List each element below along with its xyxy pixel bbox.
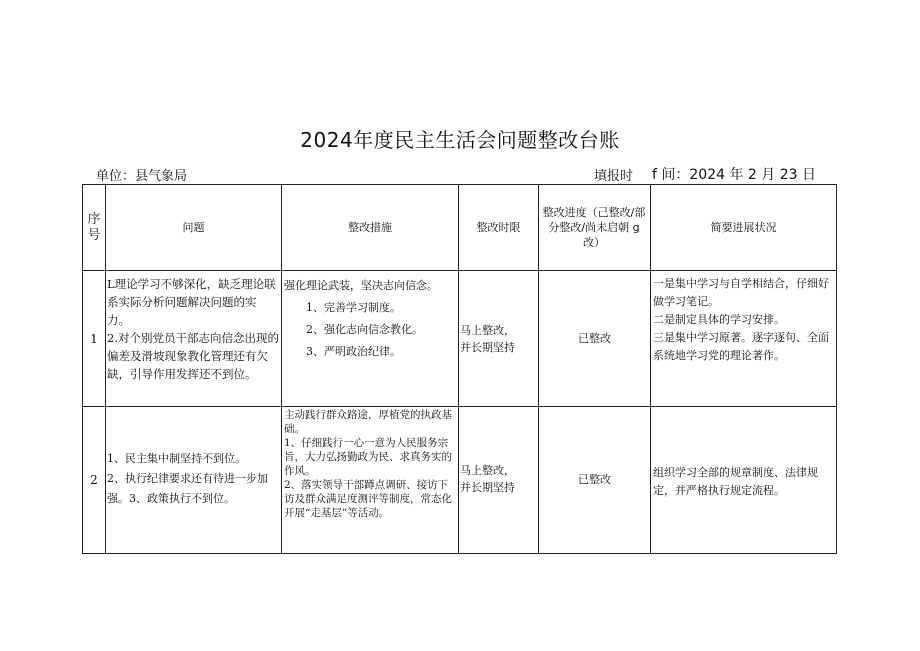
- row2-progress: 已整改: [578, 473, 611, 486]
- table-rule-header: [82, 270, 837, 271]
- fill-time-label: 填报时: [594, 169, 634, 184]
- row2-measures: 主动践行群众路途，厚植党的执政基础。 1、仔细践行一心一意为人民服务宗旨，大力弘扬勤政为民、求真务实的作风。 2、落实领导干部蹲点调研、接访下访及群众满足度测评等制度，常态化开展“走基层”等活动。: [284, 409, 452, 519]
- row1-seq: 1: [90, 331, 98, 346]
- fill-date: f 间：2024 年 2 月 23 日: [652, 167, 816, 183]
- row1-measures: 强化理论武装，坚决志向信念。 1、完善学习制度。 2、强化志向信念教化。 3、严明政治纪律。: [284, 279, 438, 358]
- row1-progress: 已整改: [578, 331, 611, 345]
- row1-problem: L理论学习不够深化，缺乏理论联系实际分析问题解决问题的实力。 2.对个别党员干部志向信念出现的偏差及滑坡现象教化管理还有欠缺，引导作用发挥还不到位。: [107, 277, 279, 381]
- unit-label: 单位：县气象局: [96, 169, 188, 184]
- header-seq: 序号: [87, 211, 101, 243]
- row2-deadline: 马上整改， 并长期坚持: [460, 464, 515, 494]
- row2-problem: 1、民主集中制坚持不到位。 2、执行纪律要求还有待进一步加强。3、政策执行不到位。: [107, 452, 268, 505]
- rectification-table: [82, 184, 837, 554]
- row1-deadline: 马上整改， 并长期坚持: [460, 324, 515, 354]
- table-rule-bottom: [82, 553, 837, 554]
- row2-seq: 2: [90, 473, 98, 487]
- table-rule-col6: [836, 184, 837, 554]
- header-problem: 问题: [182, 221, 205, 234]
- row1-status: 一是集中学习与自学相结合，仔细好做学习笔记。 二是制定具体的学习安排。 三是集中学习原著。逐字逐句、全面系统地学习党的理论著作。: [653, 277, 829, 362]
- header-progress: 整改进度（己整改/部分整改/尚未启朝 g 改）: [542, 206, 646, 249]
- header-measures: 整改措施: [348, 221, 392, 234]
- table-rule-row1: [82, 406, 837, 407]
- header-deadline: 整改时限: [476, 221, 521, 234]
- page-title: 2024年度民主生活会问题整改台账: [300, 128, 620, 152]
- row2-status: 组织学习全部的规章制度、法律规定，并严格执行规定流程。: [653, 466, 818, 497]
- header-status: 简要进展状况: [710, 221, 777, 234]
